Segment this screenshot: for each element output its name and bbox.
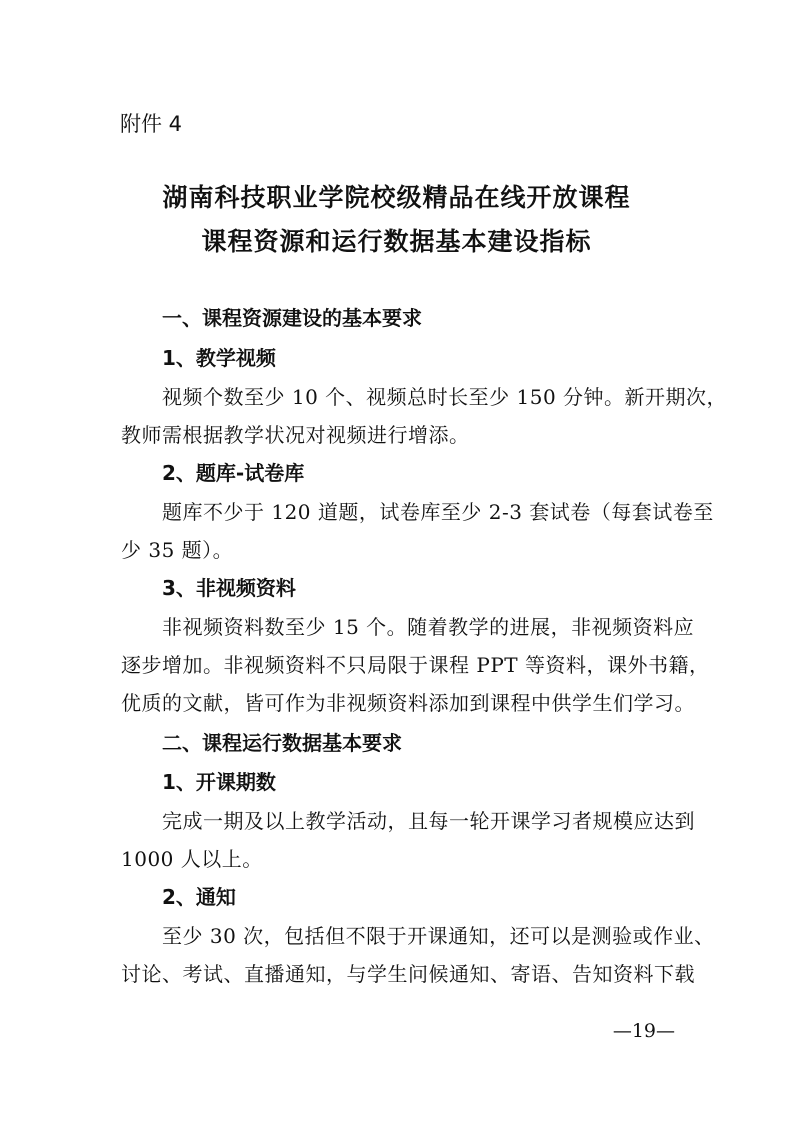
section-2-item-1-heading: 1、开课期数 [162, 770, 276, 794]
paragraph-line: 非视频资料数至少 15 个。随着教学的进展，非视频资料应 [162, 615, 695, 639]
paragraph-line: 讨论、考试、直播通知，与学生问候通知、寄语、告知资料下载 [121, 962, 695, 986]
section-1-item-2-heading: 2、题库-试卷库 [162, 461, 305, 485]
section-2-heading: 二、课程运行数据基本要求 [162, 731, 402, 755]
document-title-line2: 课程资源和运行数据基本建设指标 [201, 227, 592, 256]
paragraph-line: 完成一期及以上教学活动，且每一轮开课学习者规模应达到 [162, 809, 695, 833]
paragraph-line: 逐步增加。非视频资料不只局限于课程 PPT 等资料，课外书籍， [121, 653, 710, 677]
section-2-item-2-heading: 2、通知 [162, 885, 236, 909]
paragraph-line: 至少 30 次，包括但不限于开课通知，还可以是测验或作业、 [162, 924, 715, 948]
section-1-item-1-heading: 1、教学视频 [162, 346, 276, 370]
paragraph-line: 优质的文献，皆可作为非视频资料添加到课程中供学生们学习。 [121, 691, 695, 715]
paragraph-line: 1000 人以上。 [121, 847, 263, 871]
paragraph-line: 视频个数至少 10 个、视频总时长至少 150 分钟。新开期次， [162, 385, 728, 409]
page-number: —19— [612, 1020, 675, 1042]
paragraph-line: 教师需根据教学状况对视频进行增添。 [121, 423, 470, 447]
paragraph-line: 题库不少于 120 道题，试卷库至少 2-3 套试卷（每套试卷至 [162, 500, 714, 524]
section-1-item-3-heading: 3、非视频资料 [162, 576, 296, 600]
section-1-heading: 一、课程资源建设的基本要求 [162, 306, 422, 330]
attachment-label: 附件 4 [120, 112, 183, 136]
document-title-line1: 湖南科技职业学院校级精品在线开放课程 [162, 183, 631, 212]
paragraph-line: 少 35 题）。 [121, 538, 234, 562]
